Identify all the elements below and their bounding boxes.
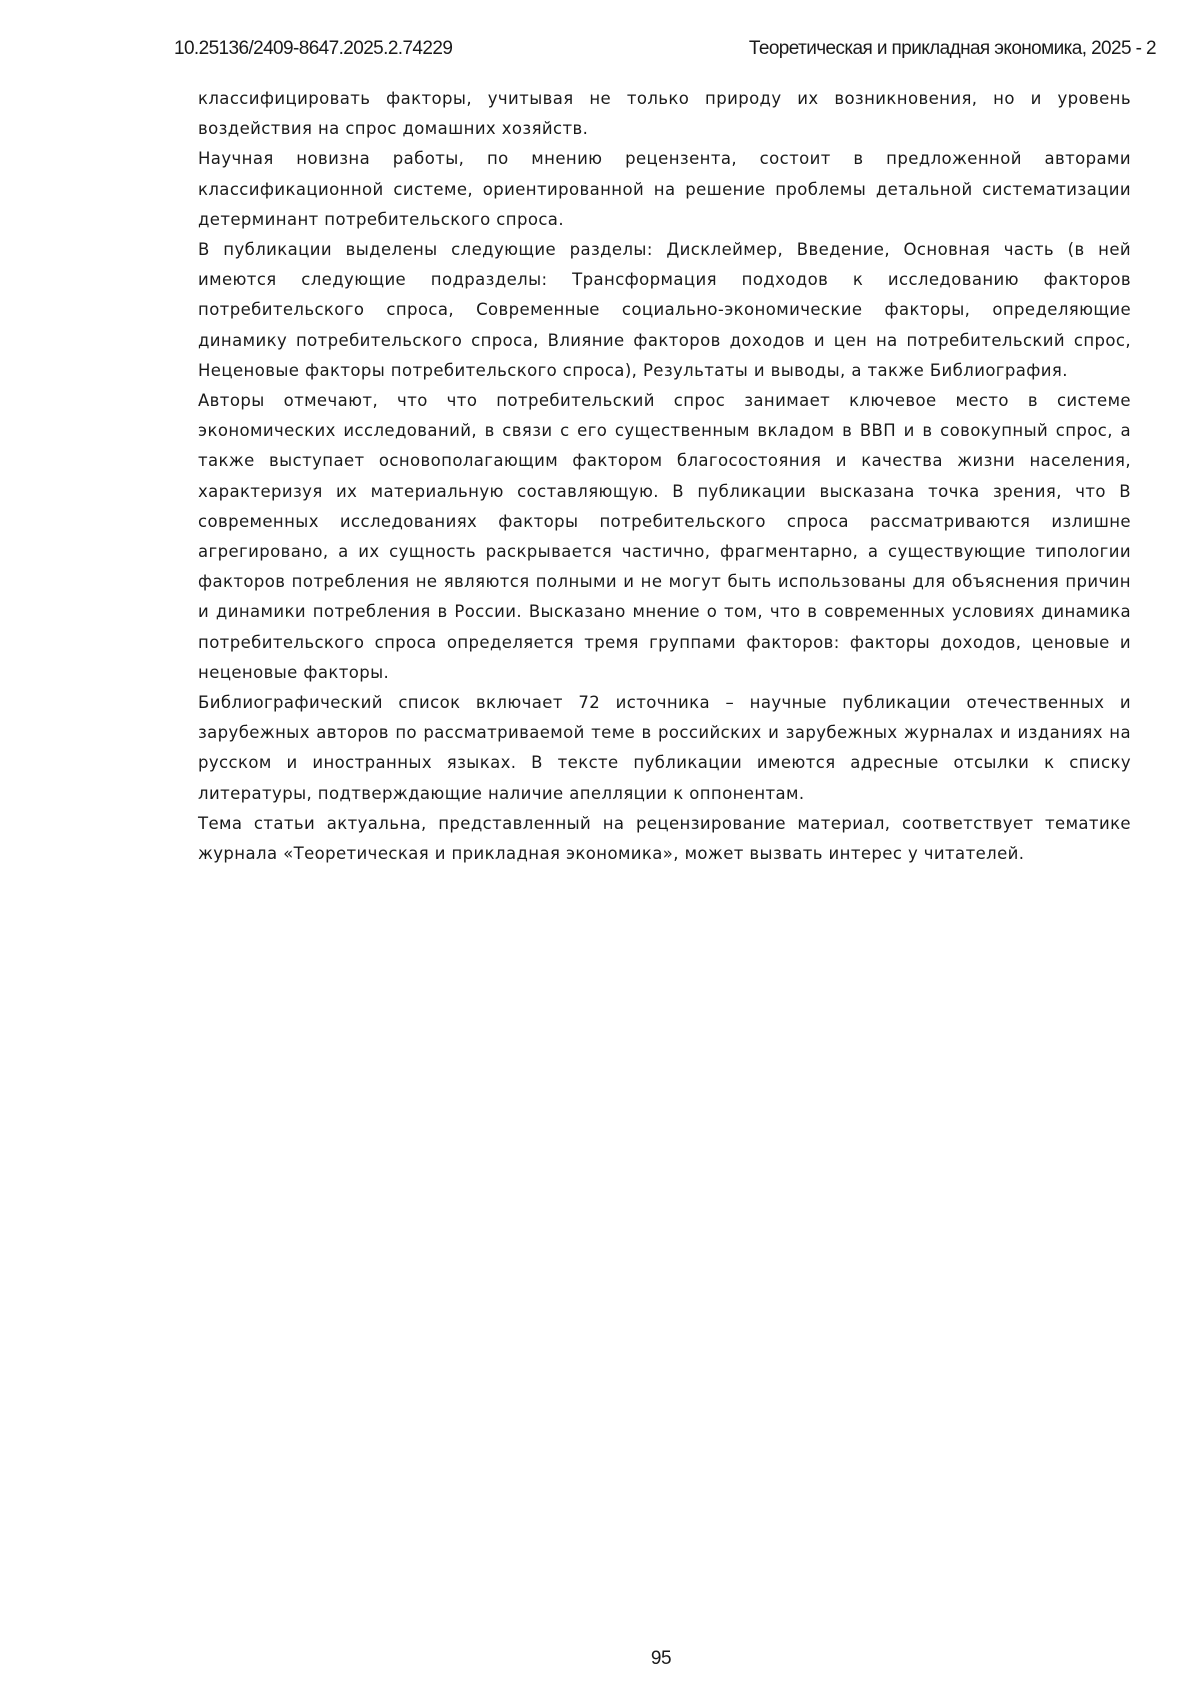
paragraph: классифицировать факторы, учитывая не только природу их возникновения, но и уровень воздействия на спрос домашних хозяйств. <box>198 89 1131 139</box>
page-header <box>174 36 1156 62</box>
paragraph: В публикации выделены следующие разделы: Дисклеймер, Введение, Основная часть (в ней имеются следующие подразделы: Трансформация подходов к исследованию факторов потребительского спроса, Современные социально-экономические факторы, определяющие динамику потребительского спроса, Влияние факторов доходов и цен на потребительский спрос, Неценовые факторы потребительского спроса), Результаты и выводы, а также Библиография. <box>198 240 1131 380</box>
paragraph: Авторы отмечают, что что потребительский спрос занимает ключевое место в системе экономических исследований, в связи с его существенным вкладом в ВВП и в совокупный спрос, а также выступает основополагающим фактором благосостояния и качества жизни населения, характеризуя их материальную составляющую. В публикации высказана точка зрения, что В современных исследованиях факторы потребительского спроса рассматриваются излишне агрегировано, а их сущность раскрывается частично, фрагментарно, а существующие типологии факторов потребления не являются полными и не могут быть использованы для объяснения причин и динамики потребления в России. Высказано мнение о том, что в современных условиях динамика потребительского спроса определяется тремя группами факторов: факторы доходов, ценовые и неценовые факторы. <box>198 391 1131 682</box>
page-number: 95 <box>650 1648 672 1669</box>
doi-label: 10.25136/2409-8647.2025.2.74229 <box>174 38 453 59</box>
journal-title: Теоретическая и прикладная экономика, 2025 - 2 <box>748 38 1156 59</box>
paragraph: Научная новизна работы, по мнению рецензента, состоит в предложенной авторами классификационной системе, ориентированной на решение проблемы детальной систематизации детерминант потребительского спроса. <box>198 149 1131 229</box>
review-body <box>198 84 1131 869</box>
paragraph: Тема статьи актуальна, представленный на рецензирование материал, соответствует тематике журнала «Теоретическая и прикладная экономика», может вызвать интерес у читателей. <box>198 813 1131 864</box>
paragraph: Библиографический список включает 72 источника – научные публикации отечественных и зарубежных авторов по рассматриваемой теме в российских и зарубежных журналах и изданиях на русском и иностранных языках. В тексте публикации имеются адресные отсылки к списку литературы, подтверждающие наличие апелляции к оппонентам. <box>198 693 1131 803</box>
